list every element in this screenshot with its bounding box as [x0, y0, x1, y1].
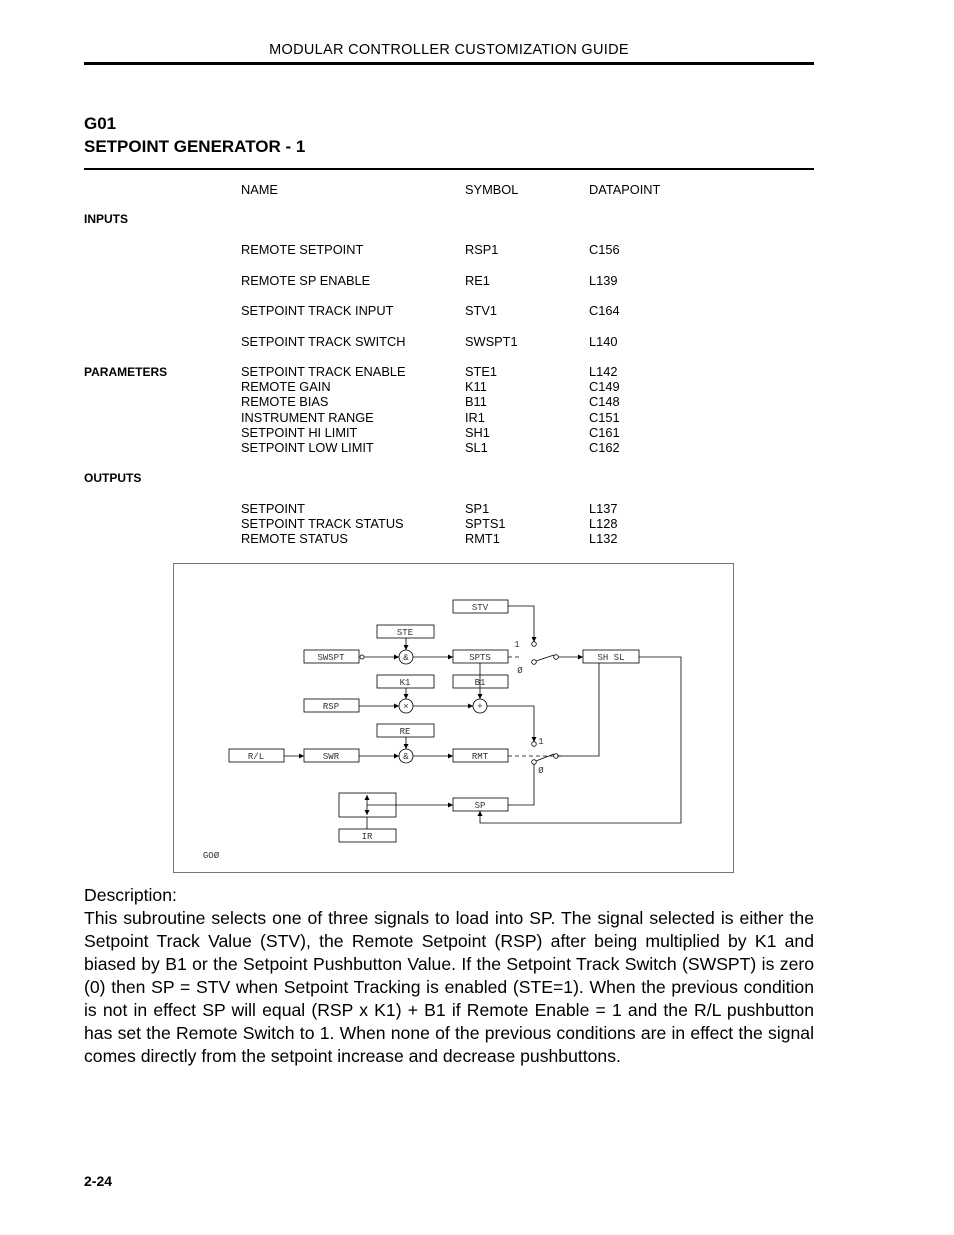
section-label-parameters: PARAMETERS [84, 365, 168, 379]
parameter-datapoint: C149 [589, 379, 620, 394]
diagram-label-ste: STE [396, 628, 414, 638]
parameter-name: INSTRUMENT RANGE [241, 410, 374, 425]
input-name: REMOTE SETPOINT [241, 242, 364, 257]
diagram-label-rmt: RMT [471, 752, 489, 762]
section-title: SETPOINT GENERATOR - 1 [84, 137, 306, 156]
parameter-datapoint: C161 [589, 425, 620, 440]
diagram-label-zero: Ø [517, 666, 523, 676]
parameter-datapoint: C151 [589, 410, 620, 425]
header-rule [84, 62, 814, 65]
parameter-symbol: STE1 [465, 364, 498, 379]
diagram-label-and: & [403, 752, 409, 762]
input-name: REMOTE SP ENABLE [241, 273, 371, 288]
output-symbol: RMT1 [465, 531, 500, 546]
description-heading: Description: [84, 885, 177, 905]
output-name: REMOTE STATUS [241, 531, 348, 546]
diagram-label-stv: STV [471, 603, 489, 613]
output-symbol: SP1 [465, 501, 490, 516]
parameter-name: REMOTE BIAS [241, 394, 329, 409]
parameter-datapoint: L142 [589, 364, 618, 379]
col-header-datapoint: DATAPOINT [589, 182, 661, 197]
description [84, 884, 814, 1068]
input-symbol: RE1 [465, 273, 490, 288]
parameter-name: REMOTE GAIN [241, 379, 331, 394]
input-symbol: RSP1 [465, 242, 499, 257]
diagram-label-b1: B1 [474, 678, 486, 688]
input-datapoint: C156 [589, 242, 620, 257]
diagram-label-and: & [403, 653, 409, 663]
parameter-symbol: K11 [465, 379, 487, 394]
parameter-name: SETPOINT LOW LIMIT [241, 440, 374, 455]
section-label-outputs: OUTPUTS [84, 471, 142, 485]
output-name: SETPOINT TRACK STATUS [241, 516, 404, 531]
diagram-label-swr: SWR [322, 752, 340, 762]
diagram-label-one: 1 [538, 737, 544, 747]
parameter-symbol: SL1 [465, 440, 488, 455]
input-name: SETPOINT TRACK INPUT [241, 303, 394, 318]
input-datapoint: L139 [589, 273, 618, 288]
diagram-label-shsl: SH SL [597, 653, 625, 663]
output-symbol: SPTS1 [465, 516, 506, 531]
description-body: This subroutine selects one of three signals to load into SP. The signal selected is either the Setpoint Track Value (STV), the Remote Setpoint (RSP) after being multiplied by K1 and biased by B1 or the Setpoint Pushbutton Value. If the Setpoint Track Switch (SWSPT) is zero (0) then SP = STV when Setpoint Tracking is enabled (STE=1). When the previous condition is not in effect SP will equal (RSP x K1) + B1 if Remote Enable = 1 and the R/L pushbutton has set the Remote Switch to 1. When none of the previous conditions are in effect the signal comes directly from the setpoint increase and decrease pushbuttons. [84, 908, 814, 1066]
diagram-label-swspt: SWSPT [317, 653, 345, 663]
parameter-name: SETPOINT TRACK ENABLE [241, 364, 406, 379]
col-header-symbol: SYMBOL [465, 182, 519, 197]
parameter-symbol: IR1 [465, 410, 485, 425]
diagram-label-zero: Ø [538, 766, 544, 776]
diagram-label-plus: + [477, 702, 483, 712]
page-number: 2-24 [84, 1173, 113, 1189]
col-header-name: NAME [241, 182, 278, 197]
parameter-symbol: SH1 [465, 425, 490, 440]
diagram-label-ir: IR [361, 832, 373, 842]
parameter-name: SETPOINT HI LIMIT [241, 425, 358, 440]
diagram-label-mul: × [403, 702, 409, 712]
title-rule [84, 168, 814, 170]
output-datapoint: L132 [589, 531, 618, 546]
diagram-label-rl: R/L [247, 752, 265, 762]
function-block-diagram [173, 563, 734, 873]
diagram-label-k1: K1 [399, 678, 411, 688]
input-symbol: SWSPT1 [465, 334, 518, 349]
input-datapoint: L140 [589, 334, 618, 349]
input-name: SETPOINT TRACK SWITCH [241, 334, 406, 349]
parameter-symbol: B11 [465, 394, 487, 409]
diagram-figure-id: GOØ [202, 851, 220, 861]
input-symbol: STV1 [465, 303, 498, 318]
input-datapoint: C164 [589, 303, 620, 318]
diagram-label-re: RE [399, 727, 411, 737]
output-datapoint: L128 [589, 516, 618, 531]
diagram-label-sp: SP [474, 801, 486, 811]
diagram-label-spts: SPTS [469, 653, 491, 663]
output-datapoint: L137 [589, 501, 618, 516]
section-code: G01 [84, 114, 117, 133]
diagram-label-one: 1 [514, 640, 520, 650]
parameter-datapoint: C162 [589, 440, 620, 455]
parameter-datapoint: C148 [589, 394, 620, 409]
section-label-inputs: INPUTS [84, 212, 129, 226]
output-name: SETPOINT [241, 501, 305, 516]
page-header: MODULAR CONTROLLER CUSTOMIZATION GUIDE [269, 42, 629, 58]
diagram-label-rsp: RSP [322, 702, 340, 712]
